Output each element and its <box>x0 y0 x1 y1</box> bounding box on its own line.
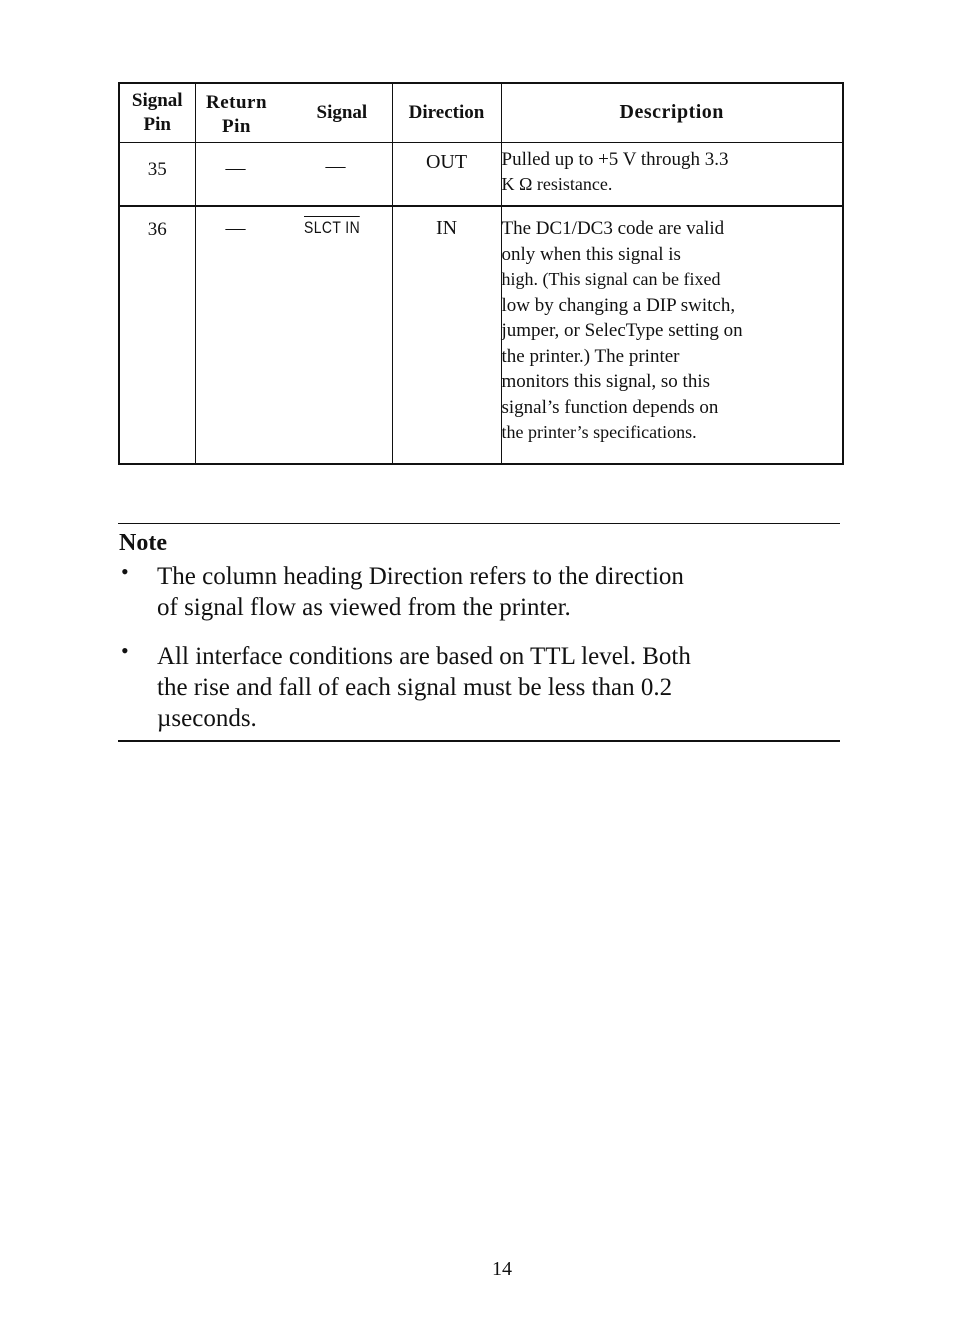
bullet-icon: • <box>121 559 129 584</box>
note-title: Note <box>119 530 167 556</box>
return-signal-cell <box>195 142 392 206</box>
header-signal-pin: Signal Pin <box>119 83 195 142</box>
table-row <box>119 142 843 206</box>
bullet-icon: • <box>121 638 129 663</box>
direction-cell: IN <box>392 206 501 464</box>
note-bottom-rule <box>118 740 840 742</box>
direction-cell: OUT <box>392 142 501 206</box>
signal-table <box>118 82 844 465</box>
page-number: 14 <box>492 1258 512 1280</box>
header-return-pin-signal <box>195 83 392 142</box>
table-row <box>119 206 843 464</box>
header-direction: Direction <box>392 83 501 142</box>
description-cell: Pulled up to +5 V through 3.3 K Ω resistance. <box>501 142 843 206</box>
signal-pin-cell: 35 <box>119 142 195 206</box>
signal-value-overlined: SLCT IN <box>303 218 360 237</box>
return-signal-cell <box>195 206 392 464</box>
note-item: All interface conditions are based on TTL level. Both the rise and fall of each signal must be less than 0.2 µseconds. <box>157 643 691 732</box>
return-pin-value: — <box>225 217 246 239</box>
note-top-rule <box>118 523 840 524</box>
signal-pin-cell: 36 <box>119 206 195 464</box>
return-pin-value: — <box>225 156 246 179</box>
header-signal: Signal <box>316 102 368 123</box>
description-cell: The DC1/DC3 code are valid only when this signal is high. (This signal can be fixed low by changing a DIP switch, jumper, or SelecType setting on the printer.) The printer monitors this signal, so this signal’s function depends on the printer’s specifications. <box>501 206 843 464</box>
header-description: Description <box>501 83 843 142</box>
table-header-row <box>119 83 843 142</box>
signal-value: — <box>325 154 346 177</box>
note-item: The column heading Direction refers to the direction of signal flow as viewed from the printer. <box>157 563 684 621</box>
header-return-pin: Return Pin <box>205 92 268 137</box>
